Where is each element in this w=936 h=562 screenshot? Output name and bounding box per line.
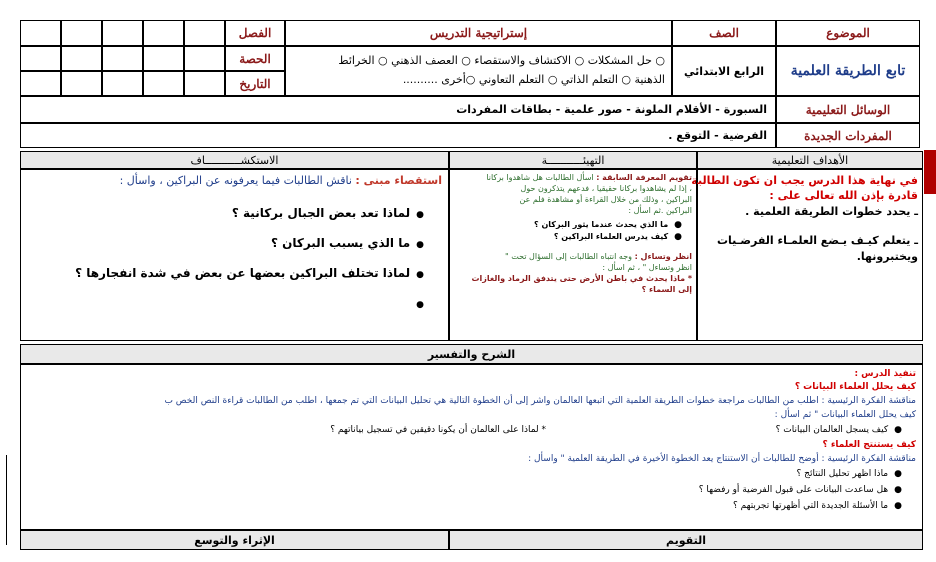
enrichment-title: الإثراء والتوسع — [20, 530, 449, 550]
strategy-line-1: ○ حل المشكلات ○ الاكتشاف والاستقصاء ○ العصف الذهني ○ الخرائط — [338, 54, 665, 67]
explain-paragraph-2: مناقشة الفكرة الرئيسية : أوضح للطالبات أن الاستنتاج يعد الخطوة الأخيرة في الطريقة العلمية " واسأل : — [528, 454, 916, 464]
explain-question-4: ● ما الأسئلة الجديدة التي أظهرتها تجربتهم ؟ — [27, 498, 902, 514]
subject-label: الموضوع — [776, 20, 920, 46]
explain-question-2: ● ماذا اظهر تحليل النتائج ؟ — [27, 466, 902, 482]
grid-cell — [102, 46, 143, 71]
prior-text-1: اسأل الطالبات هل شاهدوا بركانا — [486, 173, 594, 182]
grid-cell — [61, 20, 102, 46]
grade-value: الرابع الابتدائي — [672, 46, 776, 96]
explain-paragraph-1b: كيف يحلل العلماء البيانات " ثم اسأل : — [774, 410, 916, 420]
warmup-question-1: ● ما الذي يحدث عندما يثور البركان ؟ — [454, 219, 682, 231]
objective-item-2b: ويختبرونها. — [856, 250, 918, 263]
objective-item-1: ـ يحدد خطوات الطريقة العلمية . — [745, 205, 918, 218]
vocab-label: المفردات الجديدة — [776, 123, 920, 148]
objectives-intro-1: في نهاية هذا الدرس يجب ان تكون الطالبة — [691, 174, 918, 187]
think-question-2: إلى السماء ؟ — [641, 285, 692, 294]
execute-label: تنفيذ الدرس : — [854, 369, 916, 379]
grid-cell — [20, 71, 61, 96]
side-tab-marker — [924, 150, 936, 194]
margin-line — [6, 455, 7, 545]
grid-cell — [20, 20, 61, 46]
grade-label: الصف — [672, 20, 776, 46]
explore-question-2: ● ما الذي يسبب البركان ؟ — [27, 229, 424, 259]
class-label: الفصل — [225, 20, 285, 46]
explain-heading-2: كيف يستنتج العلماء ؟ — [822, 440, 916, 450]
strategy-line-2: الذهنية ○ التعلم الذاتي ○ التعلم التعاوني ○أخرى .......... — [402, 73, 665, 86]
objectives-intro-2: قادرة بإذن الله تعالى على : — [769, 189, 918, 202]
prior-text-3: البراكين ، وذلك من خلال القراءة أو مشاهدة فلم عن — [519, 195, 692, 204]
evaluation-title: التقويم — [449, 530, 923, 550]
aids-value: السبورة - الأقلام الملونة - صور علمية - بطاقات المفردات — [20, 96, 776, 123]
explore-label: استقصاء مبنى : — [355, 174, 442, 187]
aids-label: الوسائل التعليمية — [776, 96, 920, 123]
grid-cell — [102, 71, 143, 96]
grid-cell — [61, 71, 102, 96]
prior-knowledge-label: تقويم المعرفة السابقة : — [596, 173, 692, 182]
grid-cell — [143, 20, 184, 46]
grid-cell — [102, 20, 143, 46]
explain-question-1b: * لماذا على العالمان أن يكونا دقيقين في تسجيل بياناتهم ؟ — [330, 425, 546, 435]
objective-item-2a: ـ يتعلم كيـف يـضع العلمـاء الفرضـيات — [716, 234, 918, 247]
subject-value: تابع الطريقة العلمية — [776, 46, 920, 96]
objectives-cell — [691, 169, 923, 341]
strategy-options — [285, 46, 672, 96]
grid-cell — [143, 46, 184, 71]
explore-cell — [20, 169, 449, 341]
strategy-label: إستراتيجية التدريس — [285, 20, 672, 46]
explore-text: ناقش الطالبات فيما يعرفونه عن البراكين ، واسأل : — [119, 174, 352, 187]
grid-cell — [61, 46, 102, 71]
grid-cell — [143, 71, 184, 96]
warmup-title: التهيئـــــــــــة — [449, 151, 697, 169]
explore-title: الاستكشـــــــــــاف — [20, 151, 449, 169]
think-question-1: * ماذا يحدث في باطن الأرض حتى يتدفق الرماد والغازات — [471, 274, 692, 283]
explain-paragraph-1a: مناقشة الفكرة الرئيسية : اطلب من الطالبات مراجعة خطوات الطريقة العلمية التي اتبعها العالمان واشر إلى أن الخطوة التالية هي تحليل البيانات التي تم جمعها ، اطلب من الطالبات قراءة النص الخص ب — [164, 396, 916, 406]
think-label: انظر وتساءل : — [634, 252, 692, 261]
explain-heading-1: كيف يحلل العلماء البيانات ؟ — [794, 382, 916, 392]
vocab-value: الفرضية - التوقع . — [20, 123, 776, 148]
explore-question-3: ● لماذا تختلف البراكين بعضها عن بعض في شدة انفجارها ؟ — [27, 259, 424, 289]
explain-q1-row — [27, 422, 916, 438]
explain-question-1: ● كيف يسجل العالمان البيانات ؟ — [776, 422, 902, 438]
period-label: الحصة — [225, 46, 285, 71]
think-text-2: انظر وتساءل " ، ثم اسأل : — [602, 263, 692, 272]
explain-title: الشرح والتفسير — [20, 344, 923, 364]
warmup-question-2: ● كيف يدرس العلماء البراكين ؟ — [454, 231, 682, 243]
prior-text-2: ، إذا لم يشاهدوا بركانا حقيقيا ، فدعهم يتذكرون حول — [520, 184, 692, 193]
explore-question-1: ● لماذا تعد بعض الجبال بركانية ؟ — [27, 199, 424, 229]
warmup-cell — [449, 169, 697, 341]
grid-cell — [184, 71, 225, 96]
warmup-prior-line-1 — [454, 172, 692, 183]
grid-cell — [184, 20, 225, 46]
objectives-title: الأهداف التعليمية — [697, 151, 923, 169]
explore-intro — [27, 173, 442, 189]
date-label: التاريخ — [225, 71, 285, 96]
think-text-1: وجه انتباه الطالبات إلى السؤال تحت " — [505, 252, 633, 261]
prior-text-4: البراكين .ثم اسأل : — [628, 206, 692, 215]
explain-cell — [20, 364, 923, 530]
warmup-think-line-1 — [454, 251, 692, 262]
grid-cell — [20, 46, 61, 71]
explore-empty-bullet — [27, 289, 424, 319]
explain-question-3: ● هل ساعدت البيانات على قبول الفرضية أو رفضها ؟ — [27, 482, 902, 498]
grid-cell — [184, 46, 225, 71]
